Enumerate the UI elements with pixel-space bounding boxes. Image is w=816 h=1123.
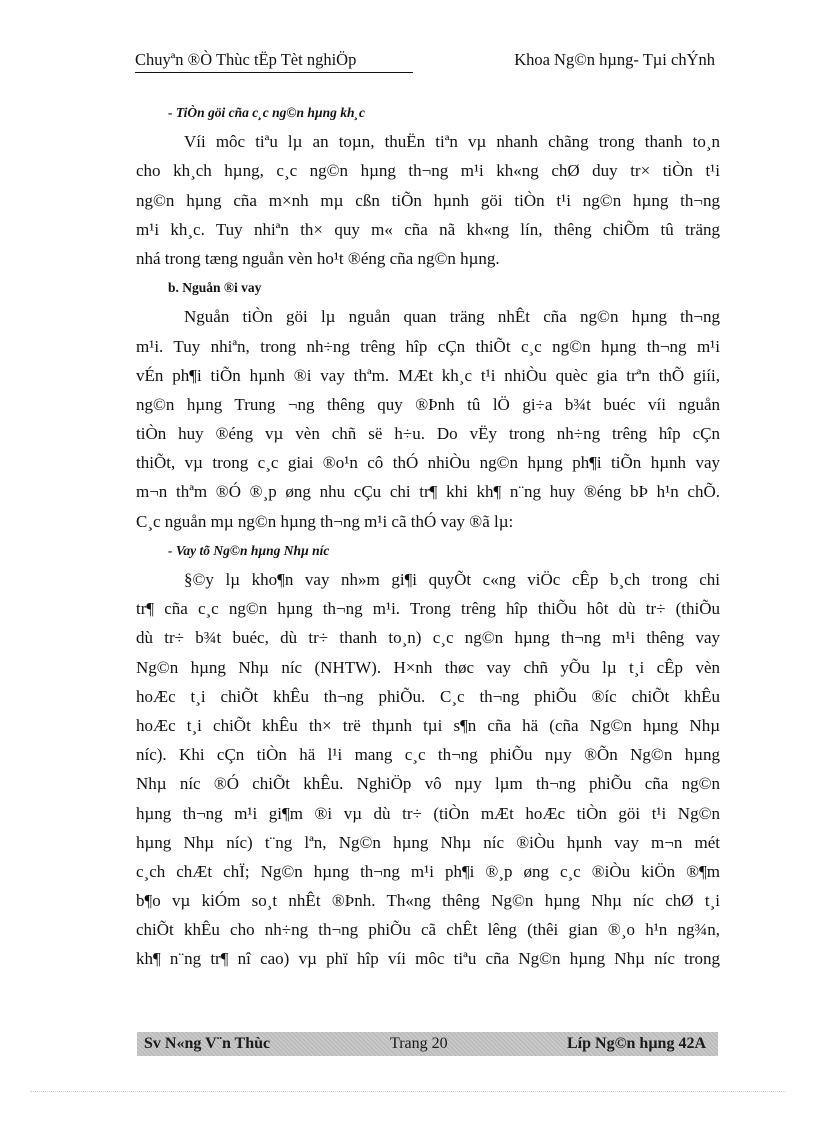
header-document-title: Chuyªn ®Ò Thùc tËp Tèt nghiÖp <box>135 50 413 73</box>
header-faculty: Khoa Ng©n hµng- Tµi chÝnh <box>514 50 715 69</box>
paragraph-line: níc). Khi cÇn tiÒn hä l¹i mang c¸c th¬ng phiÕu nµy ®Õn Ng©n hµng <box>136 745 720 765</box>
paragraph-line: hoÆc t¸i chiÕt khÊu th× trë thµnh tµi s¶n cña hä (cña Ng©n hµng Nhµ <box>136 715 720 735</box>
paragraph-line: C¸c nguån mµ ng©n hµng th¬ng m¹i cã thÓ vay ®ã lµ: <box>136 511 514 531</box>
section-heading-interbank-deposits: - TiÒn göi cña c¸c ng©n hµng kh¸c <box>168 105 365 120</box>
paragraph-line: §©y lµ kho¶n vay nh»m gi¶i quyÕt c«ng viÖc cÊp b¸ch trong chi <box>184 570 720 589</box>
paragraph-line: tr¶ cña c¸c ng©n hµng th¬ng m¹i. Trong trêng hîp thiÕu hôt dù tr÷ (thiÕu <box>136 599 720 619</box>
footer-class-name: Líp Ng©n hµng 42A <box>567 1035 706 1052</box>
paragraph-line: ng©n hµng Trung ¬ng thêng quy ®Þnh tû lÖ gi÷a b¾t buéc víi nguån <box>136 394 720 414</box>
footer-page-number: Trang 20 <box>390 1035 448 1052</box>
paragraph-line: dù tr÷ b¾t buéc, dù tr÷ thanh to¸n) c¸c ng©n hµng th¬ng m¹i thêng vay <box>136 628 720 648</box>
paragraph-line: hµng th¬ng m¹i gi¶m ®i vµ dù tr÷ (tiÒn mÆt hoÆc tiÒn göi t¹i Ng©n <box>136 803 720 823</box>
page-header <box>135 50 715 74</box>
paragraph-line: chiÕt khÊu cho nh÷ng th¬ng phiÕu cã chÊt lêng (thêi gian ®¸o h¹n ng¾n, <box>136 920 720 940</box>
section-heading-central-bank-loans: - Vay tõ Ng©n hµng Nhµ níc <box>168 542 330 558</box>
paragraph-line: hoÆc t¸i chiÕt khÊu th¬ng phiÕu. C¸c th¬ng phiÕu ®íc chiÕt khÊu <box>136 686 720 706</box>
footer-student-name: Sv N«ng V¨n Thùc <box>144 1035 271 1052</box>
paragraph-line: Nhµ níc ®Ó chiÕt khÊu. NghiÖp vô nµy lµm th¬ng phiÕu cña ng©n <box>136 774 720 794</box>
paragraph-line: m¹i kh¸c. Tuy nhiªn th× quy m« cña nã kh«ng lín, thêng chiÕm tû träng <box>136 219 720 239</box>
paragraph-line: m¹i. Tuy nhiªn, trong nh÷ng trêng hîp cÇn thiÕt c¸c ng©n hµng th¬ng m¹i <box>136 336 720 356</box>
paragraph-line: Víi môc tiªu lµ an toµn, thuËn tiªn vµ nhanh chãng trong thanh to¸n <box>184 132 720 152</box>
paragraph-line: thiÕt, vµ trong c¸c giai ®o¹n cô thÓ nhiÒu ng©n hµng ph¶i tiÕn hµnh vay <box>136 453 720 473</box>
document-body <box>136 98 720 974</box>
bottom-divider <box>30 1091 786 1092</box>
paragraph-line: Ng©n hµng Nhµ níc (NHTW). H×nh thøc vay chñ yÕu lµ t¸i cÊp vèn <box>136 657 720 677</box>
section-heading-borrowed-funds: b. Nguån ®i vay <box>168 280 262 296</box>
paragraph-line: hµng Nhµ níc) t¨ng lªn, Ng©n hµng Nhµ níc ®iÒu hµnh vay m¬n mét <box>136 832 720 852</box>
paragraph-line: kh¶ n¨ng tr¶ nî cao) vµ phï hîp víi môc tiªu cña Ng©n hµng Nhµ níc trong <box>136 949 720 969</box>
paragraph-line: nhá trong tæng nguån vèn ho¹t ®éng cña ng©n hµng. <box>136 248 500 268</box>
paragraph-line: Nguån tiÒn göi lµ nguån quan träng nhÊt cña ng©n hµng th¬ng <box>184 307 720 327</box>
paragraph-line: ng©n hµng cña m×nh mµ cßn tiÕn hµnh göi tiÒn t¹i ng©n hµng th¬ng <box>136 190 720 210</box>
paragraph-line: b¶o vµ kiÓm so¸t nhÊt ®Þnh. Th«ng thêng Ng©n hµng Nhµ níc chØ t¸i <box>136 891 720 911</box>
paragraph-line: cho kh¸ch hµng, c¸c ng©n hµng th¬ng m¹i kh«ng chØ duy tr× tiÒn t¹i <box>136 161 720 181</box>
paragraph-line: c¸ch chÆt chÏ; Ng©n hµng th¬ng m¹i ph¶i ®¸p øng c¸c ®iÒu kiÖn ®¶m <box>136 861 720 881</box>
page-footer <box>137 1032 718 1056</box>
paragraph-line: vÉn ph¶i tiÕn hµnh ®i vay thªm. MÆt kh¸c t¹i nhiÒu quèc gia trªn thÕ giíi, <box>136 365 720 385</box>
paragraph-line: tiÒn huy ®éng vµ vèn chñ së h÷u. Do vËy trong nh÷ng trêng hîp cÇn <box>136 424 720 444</box>
paragraph-line: m¬n thªm ®Ó ®¸p øng nhu cÇu chi tr¶ khi kh¶ n¨ng huy ®éng bÞ h¹n chÕ. <box>136 482 720 502</box>
